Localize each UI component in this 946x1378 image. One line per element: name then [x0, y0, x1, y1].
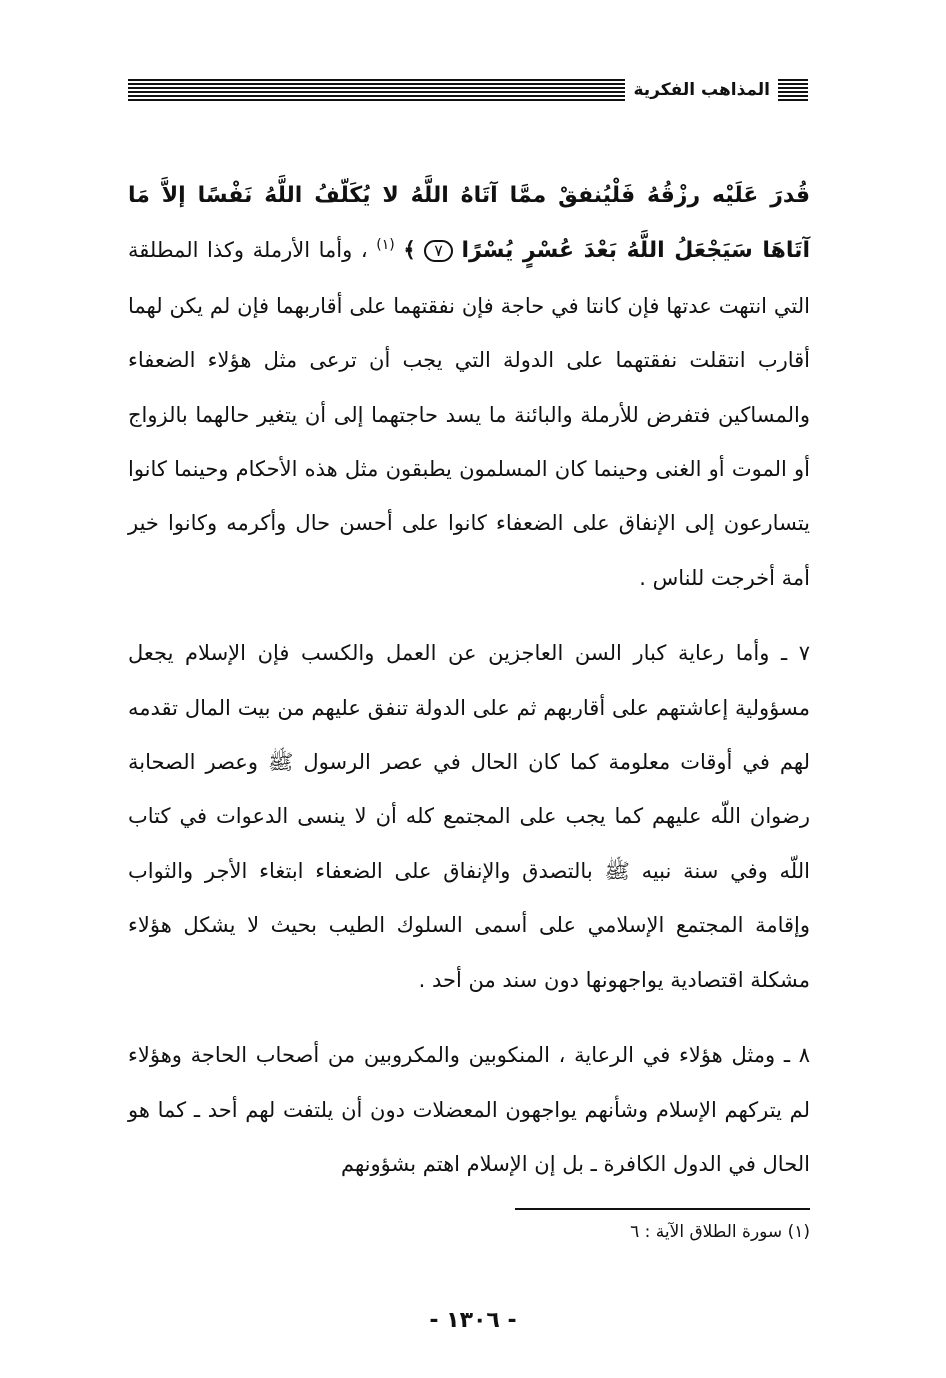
page-number: - ١٣٠٦ -	[429, 1308, 517, 1333]
main-text	[128, 168, 810, 1191]
header-ornament	[778, 79, 808, 101]
footnote-divider	[515, 1208, 810, 1210]
footnote: (١) سورة الطلاق الآية : ٦	[630, 1222, 810, 1242]
header-rule-lines	[128, 79, 625, 101]
quran-close-ornament: ﴾	[403, 238, 416, 263]
paragraph-3: ٨ ـ ومثل هؤلاء في الرعاية ، المنكوبين والمكروبين من أصحاب الحاجة وهؤلاء لم يتركهم الإسلام وشأنهم يواجهون المعضلات دون أن يلتفت لهم أحد ـ كما هو الحال في الدول الكافرة ـ بل إن الإسلام اهتم بشؤونهم	[128, 1043, 810, 1176]
footnote-reference: (١)	[376, 237, 395, 254]
quran-verse: قُدرَ عَلَيْه رزْقُهُ فَلْيُنفقْ ممَّا آتَاهُ اللَّهُ لا يُكَلّفُ اللَّهُ نَفْسًا إلاَّ مَا آتَاهَا سَيَجْعَلُ اللَّهُ بَعْدَ عُسْرٍ يُسْرًا	[128, 183, 810, 264]
header-title: المذاهب الفكرية	[633, 80, 770, 100]
ayah-number-marker: ٧	[424, 240, 453, 262]
paragraph-2: ٧ ـ وأما رعاية كبار السن العاجزين عن العمل والكسب فإن الإسلام يجعل مسؤولية إعاشتهم على أقاربهم ثم على الدولة تنفق عليهم من بيت المال تقدمه لهم في أوقات معلومة كما كان الحال في عصر الرسول ﷺ وعصر الصحابة رضوان اللّه عليهم كما يجب على المجتمع كله أن لا ينسى الدعوات في كتاب اللّه وفي سنة نبيه ﷺ بالتصدق والإنفاق على الضعفاء ابتغاء الأجر والثواب وإقامة المجتمع الإسلامي على أسمى السلوك الطيب بحيث لا يشكل هؤلاء مشكلة اقتصادية يواجهونها دون سند من أحد .	[128, 641, 810, 992]
paragraph-1-text: ، وأما الأرملة وكذا المطلقة التي انتهت عدتها فإن كانتا في حاجة فإن نفقتهما على أقاربهما فإن لم يكن لهما أقارب انتقلت نفقتهما على الدولة التي يجب أن ترعى مثل هؤلاء الضعفاء والمساكين فتفرض للأرملة والبائنة ما يسد حاجتهما إلى أن يتغير حالهما بالزواج أو الموت أو الغنى وحينما كان المسلمون يطبقون مثل هذه الأحكام وحينما كانوا يتسارعون إلى الإنفاق على الضعفاء كانوا على أحسن حال وأكرمه وكانوا خير أمة أخرجت للناس .	[128, 238, 810, 590]
running-header	[128, 74, 808, 106]
paragraph-1	[128, 168, 810, 605]
